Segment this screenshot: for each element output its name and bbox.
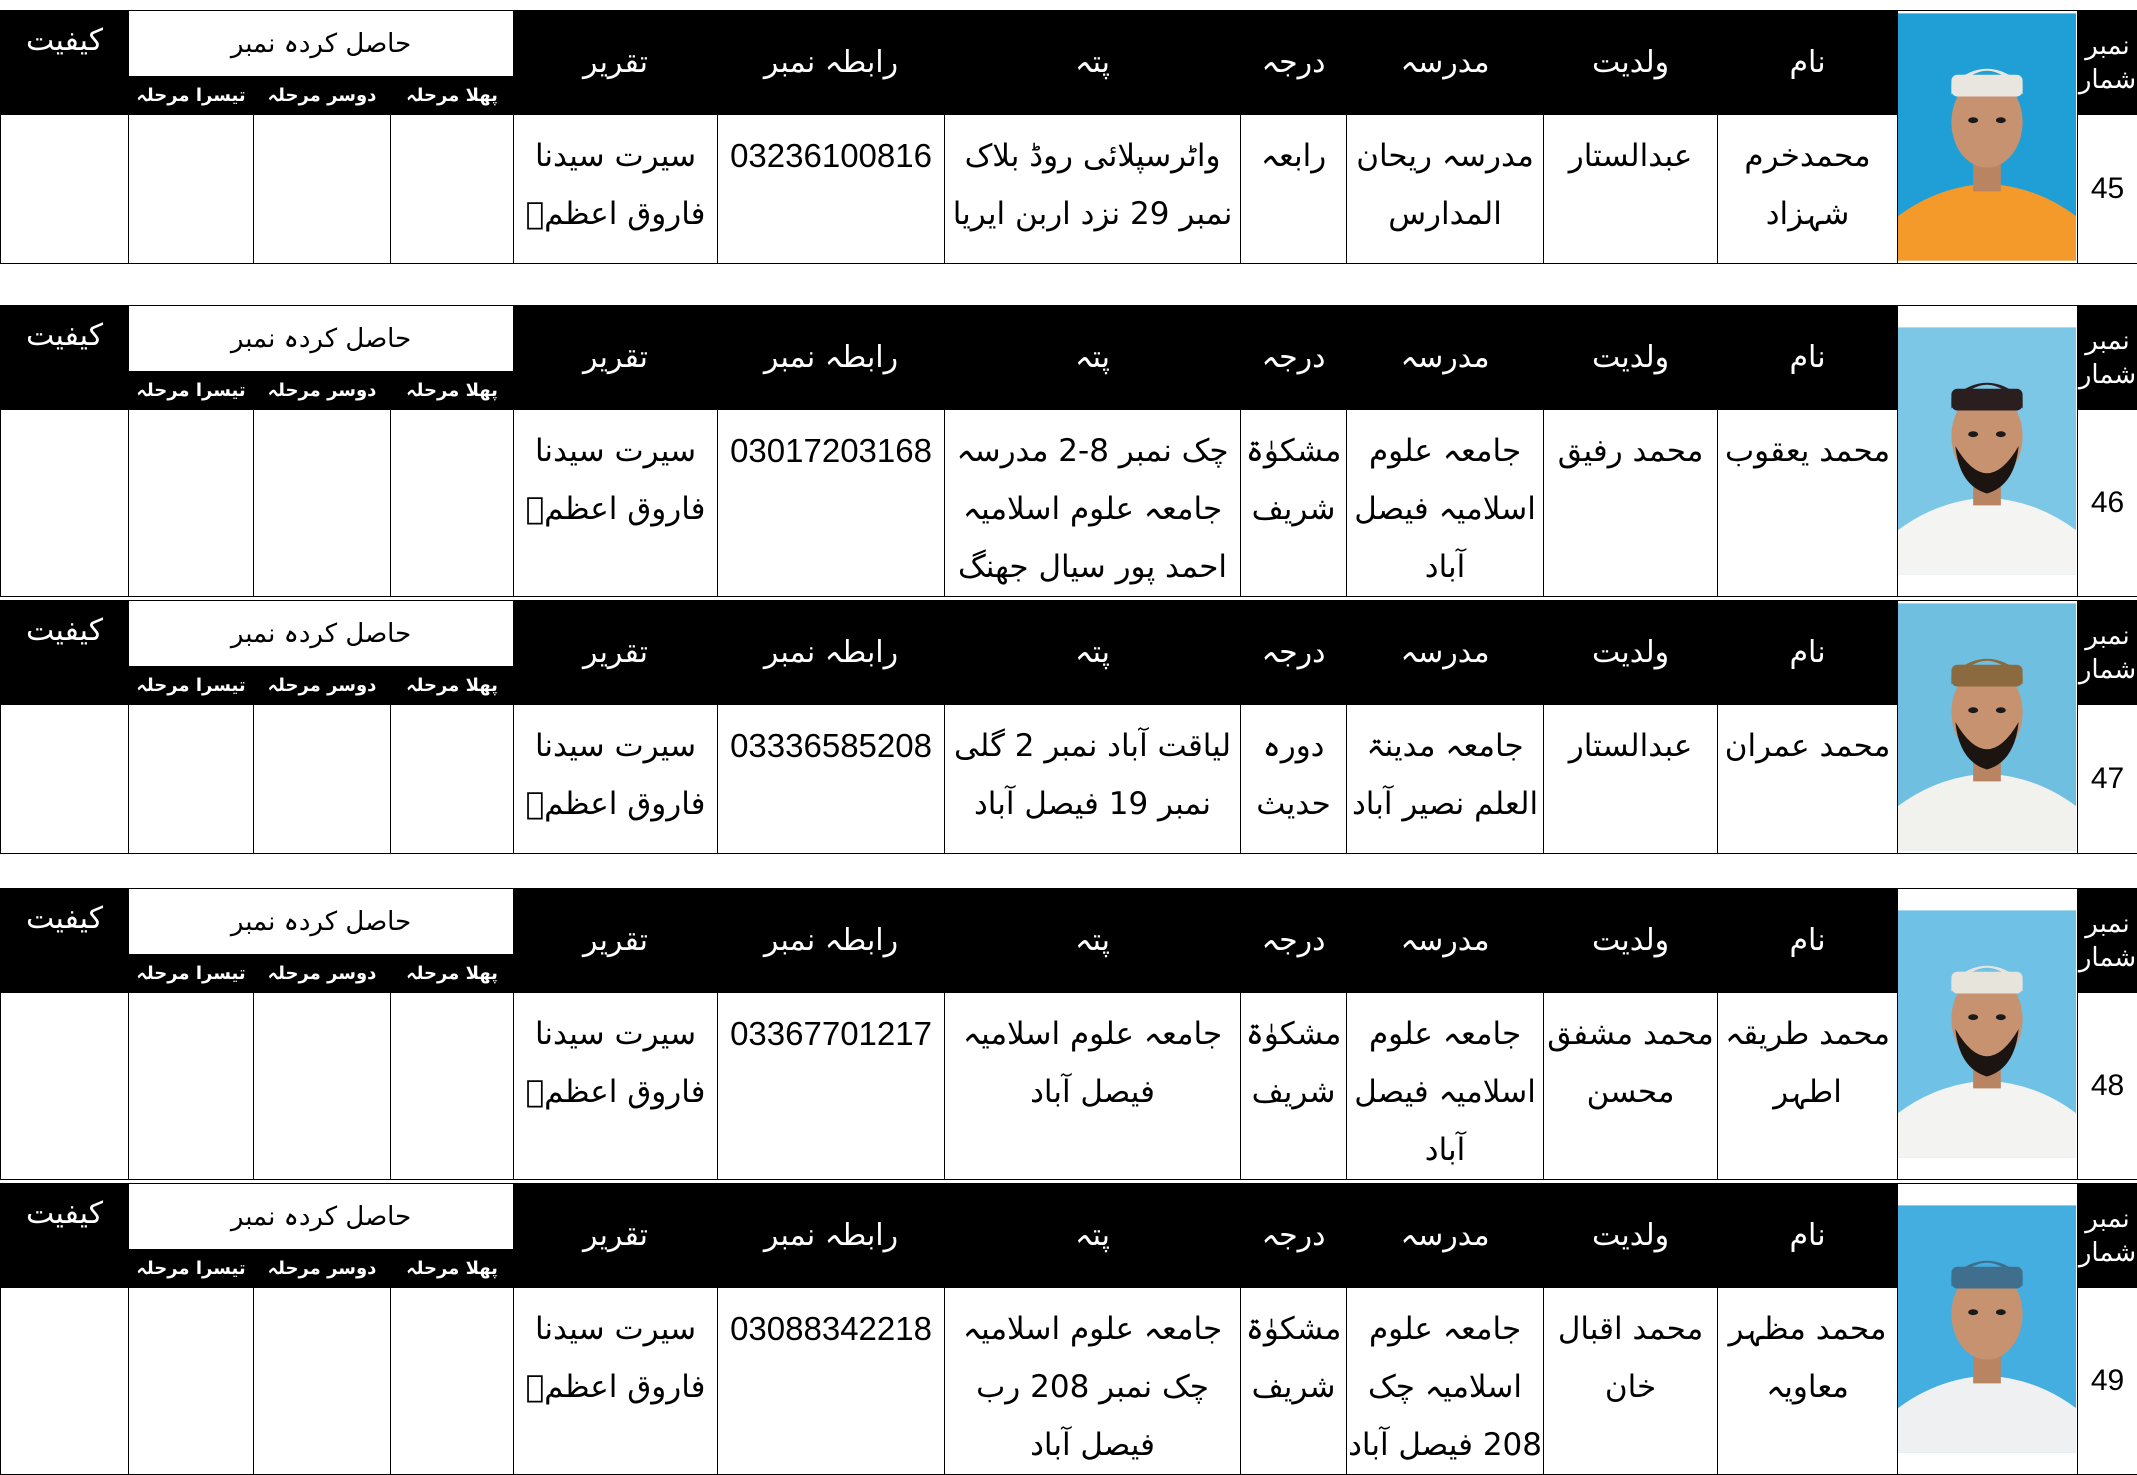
header-address: پتہ bbox=[945, 889, 1241, 993]
student-record bbox=[0, 600, 2137, 853]
stage-2-marks-cell bbox=[254, 993, 391, 1180]
stage-1-marks-cell bbox=[391, 705, 514, 854]
stage-2-marks-cell bbox=[254, 115, 391, 264]
stage-3-marks-cell bbox=[129, 1288, 254, 1475]
grade-cell bbox=[1241, 993, 1347, 1180]
header-serial-number: نمبر شمار bbox=[2078, 306, 2137, 410]
darja-text: مشکوٰۃ شریف bbox=[1245, 1311, 1342, 1405]
father-name-cell bbox=[1544, 993, 1718, 1180]
header-father-name: ولدیت bbox=[1544, 11, 1718, 115]
header-serial-number: نمبر شمار bbox=[2078, 11, 2137, 115]
student-photo bbox=[1898, 11, 2078, 264]
header-stage-3: تیسرا مرحلہ bbox=[129, 667, 254, 705]
header-father-name: ولدیت bbox=[1544, 1184, 1718, 1288]
kaifiyat-cell bbox=[1, 115, 129, 264]
speech-cell bbox=[514, 1288, 718, 1475]
header-kaifiyat: کیفیت bbox=[1, 601, 129, 705]
stage-1-marks-cell bbox=[391, 993, 514, 1180]
serial-number-cell bbox=[2078, 115, 2137, 264]
address-cell bbox=[945, 1288, 1241, 1475]
header-madrasa: مدرسہ bbox=[1347, 601, 1544, 705]
name-cell bbox=[1718, 115, 1898, 264]
father-name-cell bbox=[1544, 410, 1718, 597]
header-stage-3: تیسرا مرحلہ bbox=[129, 1250, 254, 1288]
stage-3-marks-cell bbox=[129, 410, 254, 597]
stage-1-marks-cell bbox=[391, 1288, 514, 1475]
header-marks-obtained: حاصل کردہ نمبر bbox=[129, 1184, 514, 1250]
stage-2-marks-cell bbox=[254, 1288, 391, 1475]
name-cell bbox=[1718, 410, 1898, 597]
serial-number-cell bbox=[2078, 410, 2137, 597]
header-serial-number: نمبر شمار bbox=[2078, 601, 2137, 705]
header-marks-obtained: حاصل کردہ نمبر bbox=[129, 306, 514, 372]
header-stage-1: پھلا مرحلہ bbox=[391, 372, 514, 410]
father-text: محمد رفیق bbox=[1557, 433, 1704, 469]
header-marks-obtained: حاصل کردہ نمبر bbox=[129, 889, 514, 955]
name-text: محمد طریقہ اطہر bbox=[1725, 1016, 1890, 1110]
grade-cell bbox=[1241, 115, 1347, 264]
student-record bbox=[0, 305, 2137, 585]
header-stage-2: دوسر مرحلہ bbox=[254, 667, 391, 705]
header-father-name: ولدیت bbox=[1544, 306, 1718, 410]
header-speech: تقریر bbox=[514, 306, 718, 410]
speech-cell bbox=[514, 993, 718, 1180]
stage-3-marks-cell bbox=[129, 993, 254, 1180]
header-madrasa: مدرسہ bbox=[1347, 306, 1544, 410]
darja-text: دورہ حدیث bbox=[1256, 728, 1331, 822]
father-text: عبدالستار bbox=[1568, 138, 1693, 174]
father-name-cell bbox=[1544, 115, 1718, 264]
header-kaifiyat: کیفیت bbox=[1, 11, 129, 115]
contact-text: 03236100816 bbox=[730, 137, 932, 174]
header-name: نام bbox=[1718, 11, 1898, 115]
name-cell bbox=[1718, 1288, 1898, 1475]
header-kaifiyat: کیفیت bbox=[1, 306, 129, 410]
stage-3-marks-cell bbox=[129, 705, 254, 854]
serial-text: 47 bbox=[2090, 762, 2125, 795]
madrasa-cell bbox=[1347, 705, 1544, 854]
header-stage-2: دوسر مرحلہ bbox=[254, 372, 391, 410]
madrasa-cell bbox=[1347, 993, 1544, 1180]
name-text: محمدخرم شہزاد bbox=[1744, 138, 1871, 232]
header-marks-obtained: حاصل کردہ نمبر bbox=[129, 601, 514, 667]
kaifiyat-cell bbox=[1, 410, 129, 597]
portrait-image bbox=[1898, 326, 2076, 576]
header-grade: درجہ bbox=[1241, 1184, 1347, 1288]
header-address: پتہ bbox=[945, 306, 1241, 410]
record-table bbox=[0, 10, 2137, 264]
header-contact: رابطہ نمبر bbox=[718, 889, 945, 993]
header-father-name: ولدیت bbox=[1544, 601, 1718, 705]
stage-2-marks-cell bbox=[254, 705, 391, 854]
student-photo bbox=[1898, 1184, 2078, 1475]
student-record bbox=[0, 888, 2137, 1168]
speech-cell bbox=[514, 705, 718, 854]
header-speech: تقریر bbox=[514, 889, 718, 993]
speech-text: سیرت سیدنا فاروق اعظمؓ bbox=[525, 1016, 706, 1110]
darja-text: رابعہ bbox=[1260, 138, 1327, 174]
father-text: عبدالستار bbox=[1568, 728, 1693, 764]
contact-cell bbox=[718, 410, 945, 597]
speech-cell bbox=[514, 410, 718, 597]
header-grade: درجہ bbox=[1241, 11, 1347, 115]
record-table bbox=[0, 1183, 2137, 1475]
name-text: محمد یعقوب bbox=[1724, 433, 1891, 469]
header-stage-2: دوسر مرحلہ bbox=[254, 955, 391, 993]
address-text: جامعہ علوم اسلامیہ چک نمبر 208 رب فیصل آباد bbox=[962, 1311, 1223, 1463]
student-record bbox=[0, 1183, 2137, 1463]
header-serial-number: نمبر شمار bbox=[2078, 1184, 2137, 1288]
record-table bbox=[0, 305, 2137, 597]
madrasa-cell bbox=[1347, 410, 1544, 597]
header-contact: رابطہ نمبر bbox=[718, 1184, 945, 1288]
header-stage-1: پھلا مرحلہ bbox=[391, 77, 514, 115]
header-name: نام bbox=[1718, 601, 1898, 705]
address-text: واٹرسپلائی روڈ بلاک نمبر 29 نزد اربن ایریا bbox=[952, 138, 1233, 232]
header-madrasa: مدرسہ bbox=[1347, 11, 1544, 115]
header-contact: رابطہ نمبر bbox=[718, 306, 945, 410]
record-table bbox=[0, 600, 2137, 854]
address-cell bbox=[945, 115, 1241, 264]
header-name: نام bbox=[1718, 889, 1898, 993]
student-photo bbox=[1898, 889, 2078, 1180]
name-text: محمد عمران bbox=[1724, 728, 1891, 764]
stage-1-marks-cell bbox=[391, 115, 514, 264]
stage-2-marks-cell bbox=[254, 410, 391, 597]
address-text: لیاقت آباد نمبر 2 گلی نمبر 19 فیصل آباد bbox=[954, 728, 1232, 822]
stage-1-marks-cell bbox=[391, 410, 514, 597]
speech-cell bbox=[514, 115, 718, 264]
contact-text: 03336585208 bbox=[730, 727, 932, 764]
madrasa-text: جامعہ علوم اسلامیہ فیصل آباد bbox=[1354, 433, 1536, 585]
darja-text: مشکوٰۃ شریف bbox=[1245, 433, 1342, 527]
madrasa-cell bbox=[1347, 1288, 1544, 1475]
madrasa-text: جامعہ علوم اسلامیہ فیصل آباد bbox=[1354, 1016, 1536, 1168]
record-table bbox=[0, 888, 2137, 1180]
header-grade: درجہ bbox=[1241, 601, 1347, 705]
contact-cell bbox=[718, 705, 945, 854]
father-text: محمد اقبال خان bbox=[1557, 1311, 1704, 1405]
header-address: پتہ bbox=[945, 11, 1241, 115]
portrait-image bbox=[1898, 602, 2076, 852]
father-name-cell bbox=[1544, 1288, 1718, 1475]
grade-cell bbox=[1241, 705, 1347, 854]
portrait-image bbox=[1898, 909, 2076, 1159]
contact-text: 03088342218 bbox=[730, 1310, 932, 1347]
address-cell bbox=[945, 705, 1241, 854]
serial-text: 46 bbox=[2090, 486, 2125, 519]
serial-number-cell bbox=[2078, 705, 2137, 854]
serial-text: 48 bbox=[2090, 1069, 2125, 1102]
header-father-name: ولدیت bbox=[1544, 889, 1718, 993]
header-marks-obtained: حاصل کردہ نمبر bbox=[129, 11, 514, 77]
grade-cell bbox=[1241, 1288, 1347, 1475]
portrait-image bbox=[1898, 12, 2076, 262]
madrasa-text: مدرسہ ریحان المدارس bbox=[1356, 138, 1534, 232]
header-kaifiyat: کیفیت bbox=[1, 889, 129, 993]
address-cell bbox=[945, 993, 1241, 1180]
serial-number-cell bbox=[2078, 1288, 2137, 1475]
header-name: نام bbox=[1718, 306, 1898, 410]
header-speech: تقریر bbox=[514, 601, 718, 705]
name-cell bbox=[1718, 993, 1898, 1180]
header-stage-1: پھلا مرحلہ bbox=[391, 1250, 514, 1288]
header-stage-1: پھلا مرحلہ bbox=[391, 955, 514, 993]
contact-cell bbox=[718, 115, 945, 264]
kaifiyat-cell bbox=[1, 1288, 129, 1475]
header-madrasa: مدرسہ bbox=[1347, 1184, 1544, 1288]
madrasa-text: جامعہ مدینۃ العلم نصیر آباد bbox=[1351, 728, 1539, 822]
address-text: چک نمبر 8-2 مدرسہ جامعہ علوم اسلامیہ احمد پور سیال جھنگ bbox=[956, 433, 1229, 585]
header-grade: درجہ bbox=[1241, 306, 1347, 410]
header-stage-2: دوسر مرحلہ bbox=[254, 77, 391, 115]
header-kaifiyat: کیفیت bbox=[1, 1184, 129, 1288]
speech-text: سیرت سیدنا فاروق اعظمؓ bbox=[525, 138, 706, 232]
speech-text: سیرت سیدنا فاروق اعظمؓ bbox=[525, 728, 706, 822]
serial-text: 45 bbox=[2090, 172, 2125, 205]
header-address: پتہ bbox=[945, 1184, 1241, 1288]
speech-text: سیرت سیدنا فاروق اعظمؓ bbox=[525, 1311, 706, 1405]
madrasa-cell bbox=[1347, 115, 1544, 264]
serial-text: 49 bbox=[2090, 1364, 2125, 1397]
kaifiyat-cell bbox=[1, 705, 129, 854]
stage-3-marks-cell bbox=[129, 115, 254, 264]
header-serial-number: نمبر شمار bbox=[2078, 889, 2137, 993]
kaifiyat-cell bbox=[1, 993, 129, 1180]
header-speech: تقریر bbox=[514, 1184, 718, 1288]
grade-cell bbox=[1241, 410, 1347, 597]
contact-cell bbox=[718, 993, 945, 1180]
father-name-cell bbox=[1544, 705, 1718, 854]
header-stage-3: تیسرا مرحلہ bbox=[129, 372, 254, 410]
contact-text: 03367701217 bbox=[730, 1015, 932, 1052]
header-contact: رابطہ نمبر bbox=[718, 601, 945, 705]
header-speech: تقریر bbox=[514, 11, 718, 115]
header-stage-1: پھلا مرحلہ bbox=[391, 667, 514, 705]
header-stage-2: دوسر مرحلہ bbox=[254, 1250, 391, 1288]
contact-cell bbox=[718, 1288, 945, 1475]
student-photo bbox=[1898, 601, 2078, 854]
darja-text: مشکوٰۃ شریف bbox=[1245, 1016, 1342, 1110]
header-stage-3: تیسرا مرحلہ bbox=[129, 77, 254, 115]
header-name: نام bbox=[1718, 1184, 1898, 1288]
header-contact: رابطہ نمبر bbox=[718, 11, 945, 115]
student-photo bbox=[1898, 306, 2078, 597]
name-text: محمد مظہر معاویہ bbox=[1728, 1311, 1887, 1405]
contact-text: 03017203168 bbox=[730, 432, 932, 469]
serial-number-cell bbox=[2078, 993, 2137, 1180]
header-grade: درجہ bbox=[1241, 889, 1347, 993]
father-text: محمد مشفق محسن bbox=[1547, 1016, 1714, 1110]
address-cell bbox=[945, 410, 1241, 597]
portrait-image bbox=[1898, 1204, 2076, 1454]
header-address: پتہ bbox=[945, 601, 1241, 705]
address-text: جامعہ علوم اسلامیہ فیصل آباد bbox=[962, 1016, 1223, 1110]
header-madrasa: مدرسہ bbox=[1347, 889, 1544, 993]
student-record bbox=[0, 10, 2137, 263]
header-stage-3: تیسرا مرحلہ bbox=[129, 955, 254, 993]
speech-text: سیرت سیدنا فاروق اعظمؓ bbox=[525, 433, 706, 527]
name-cell bbox=[1718, 705, 1898, 854]
madrasa-text: جامعہ علوم اسلامیہ چک 208 فیصل آباد bbox=[1348, 1311, 1542, 1463]
